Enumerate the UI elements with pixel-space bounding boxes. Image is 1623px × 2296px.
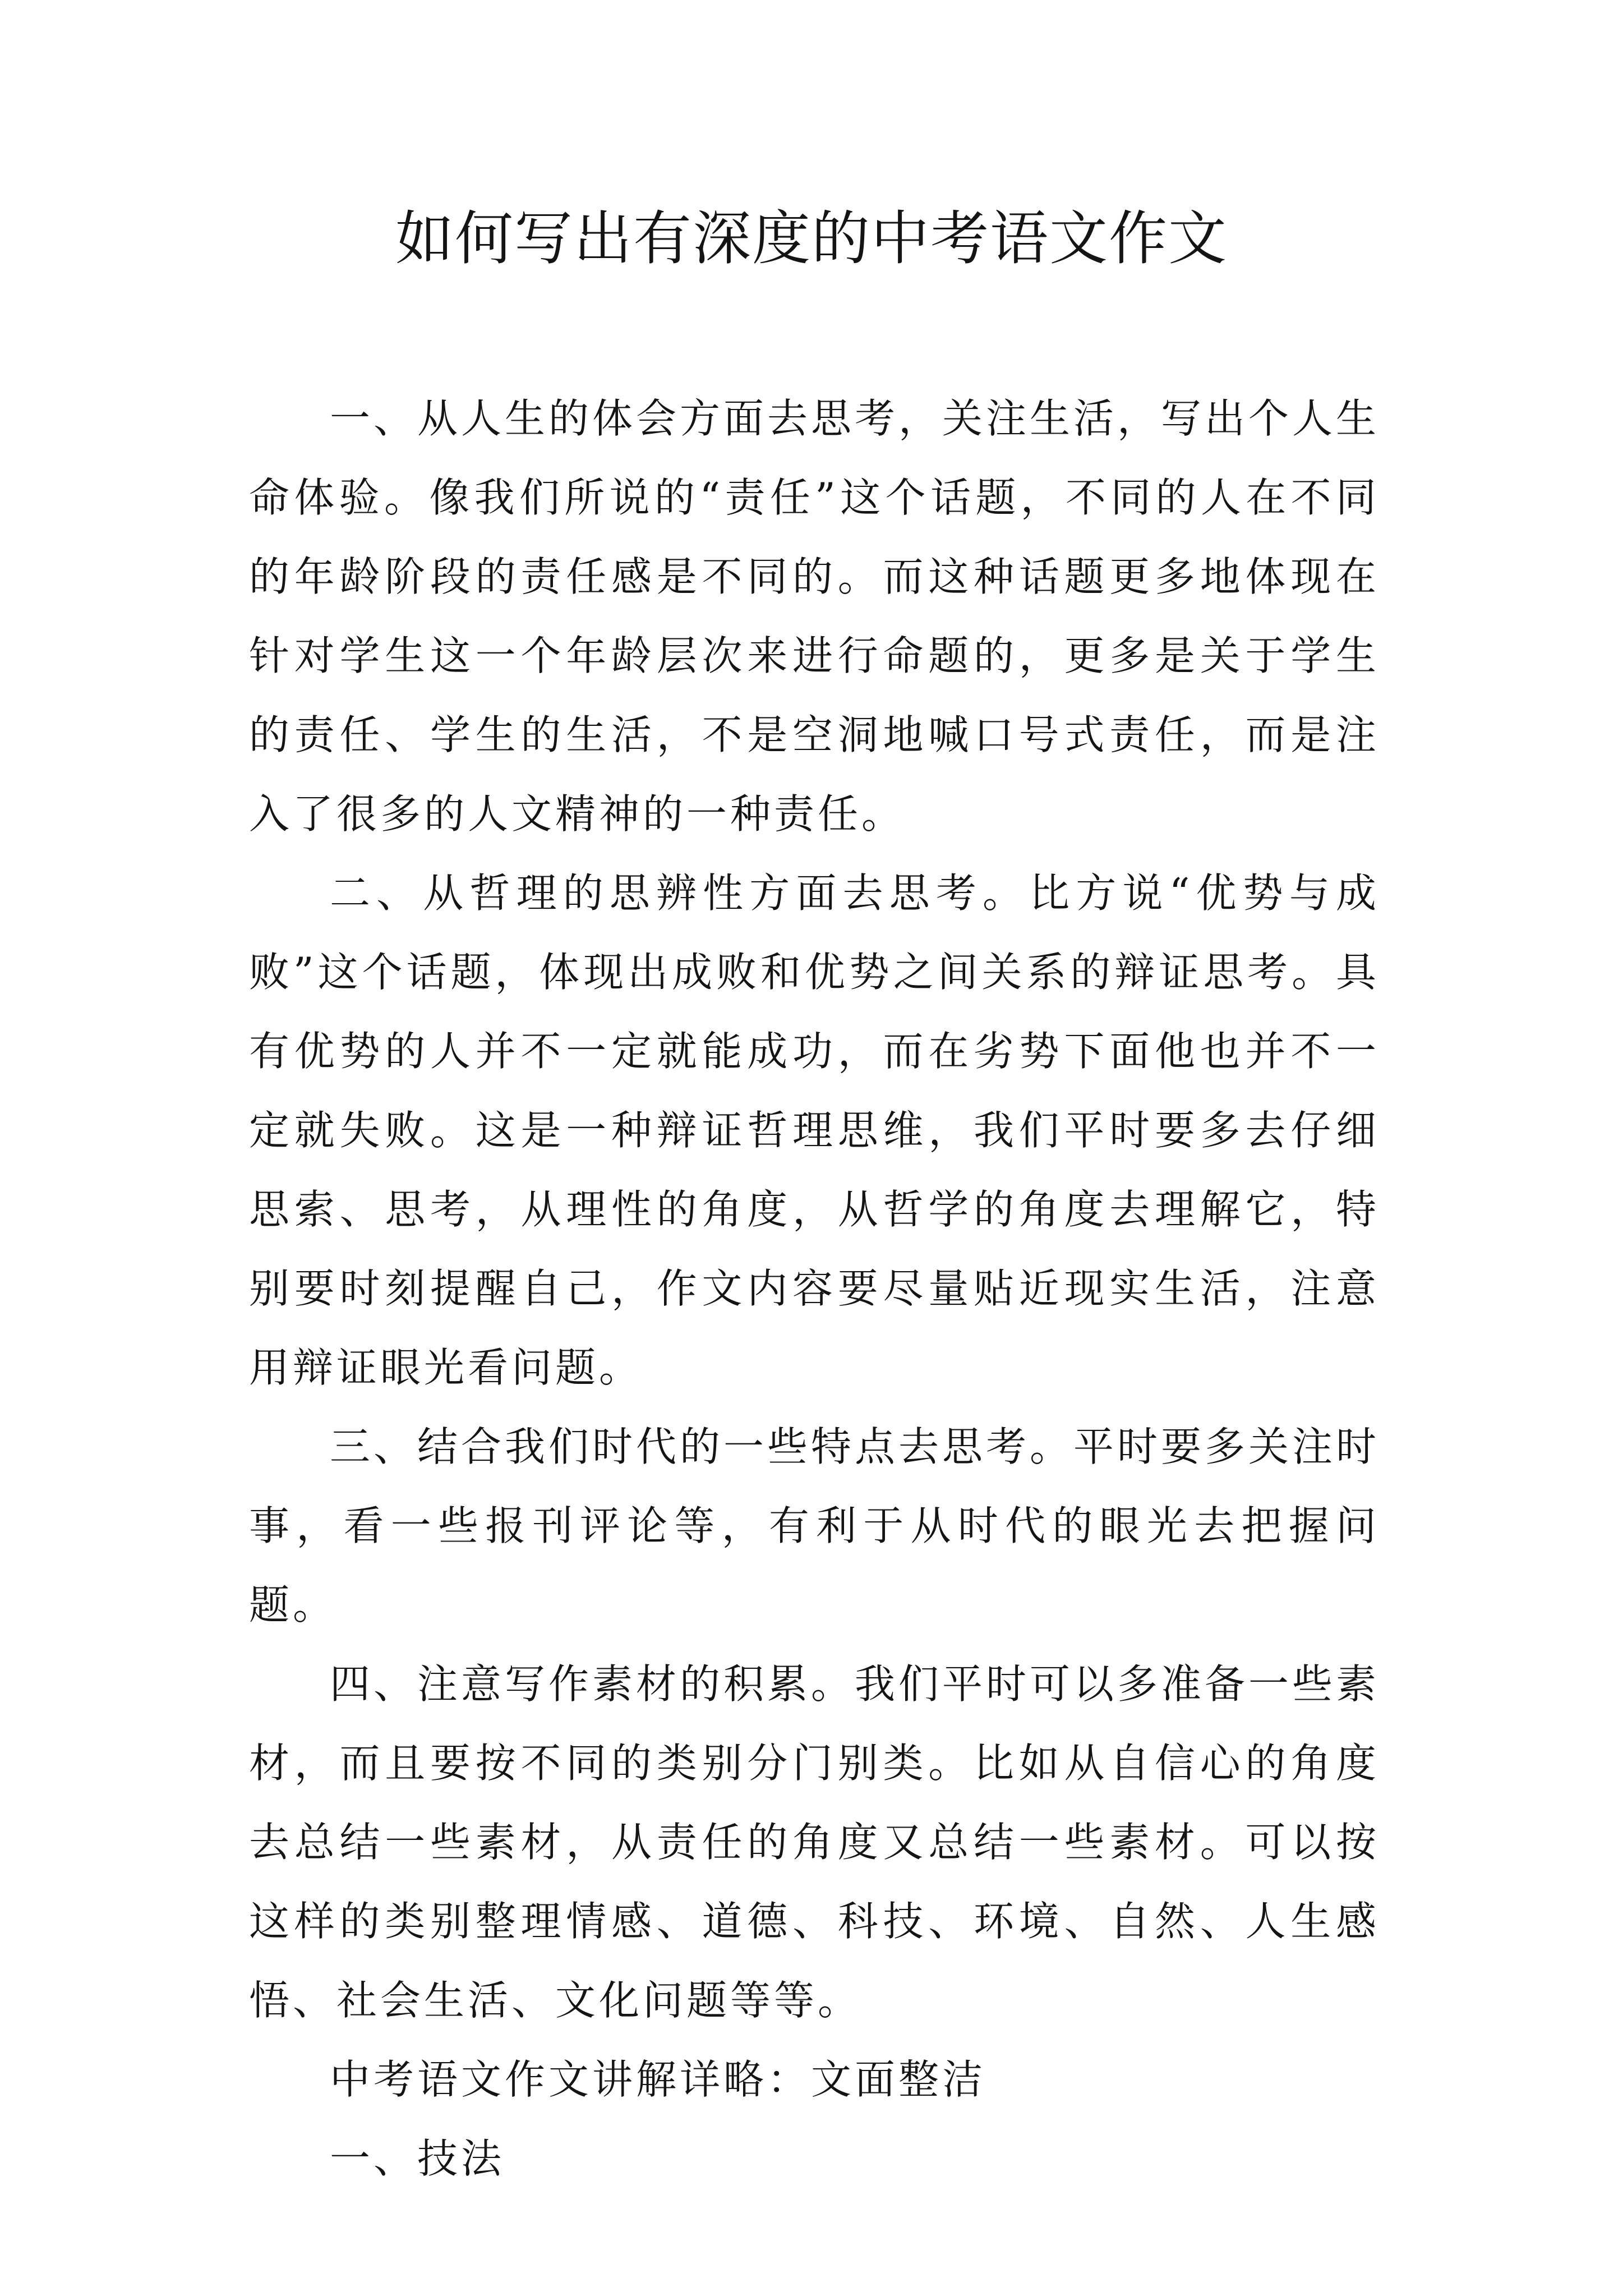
subsection-heading-techniques: 一、技法: [330, 2135, 505, 2182]
paragraph-material-accumulation: 四、注意写作素材的积累。我们平时可以多准备一些素材，而且要按不同的类别分门别类。比如从自信心的角度去总结一些素材，从责任的角度又总结一些素材。可以按这样的类别整理情感、道德、科技、环境、自然、人生感悟、社会生活、文化问题等等。: [249, 1660, 1380, 2024]
document-body: [249, 379, 1380, 2198]
paragraph-life-experience: 一、从人生的体会方面去思考，关注生活，写出个人生命体验。像我们所说的“责任”这个话题，不同的人在不同的年龄阶段的责任感是不同的。而这种话题更多地体现在针对学生这一个年龄层次来进行命题的，更多是关于学生的责任、学生的生活，不是空洞地喊口号式责任，而是注入了很多的人文精神的一种责任。: [249, 395, 1380, 838]
paragraph-era-characteristics: 三、结合我们时代的一些特点去思考。平时要多关注时事，看一些报刊评论等，有利于从时代的眼光去把握问题。: [249, 1423, 1380, 1628]
document-title: 如何写出有深度的中考语文作文: [395, 204, 1228, 273]
section-heading-neat-writing: 中考语文作文讲解详略：文面整洁: [330, 2056, 986, 2103]
paragraph-philosophical-thinking: 二、从哲理的思辨性方面去思考。比方说“优势与成败”这个话题，体现出成败和优势之间关系的辩证思考。具有优势的人并不一定就能成功，而在劣势下面他也并不一定就失败。这是一种辩证哲理思维，我们平时要多去仔细思索、思考，从理性的角度，从哲学的角度去理解它，特别要时刻提醒自己，作文内容要尽量贴近现实生活，注意用辩证眼光看问题。: [249, 869, 1380, 1391]
